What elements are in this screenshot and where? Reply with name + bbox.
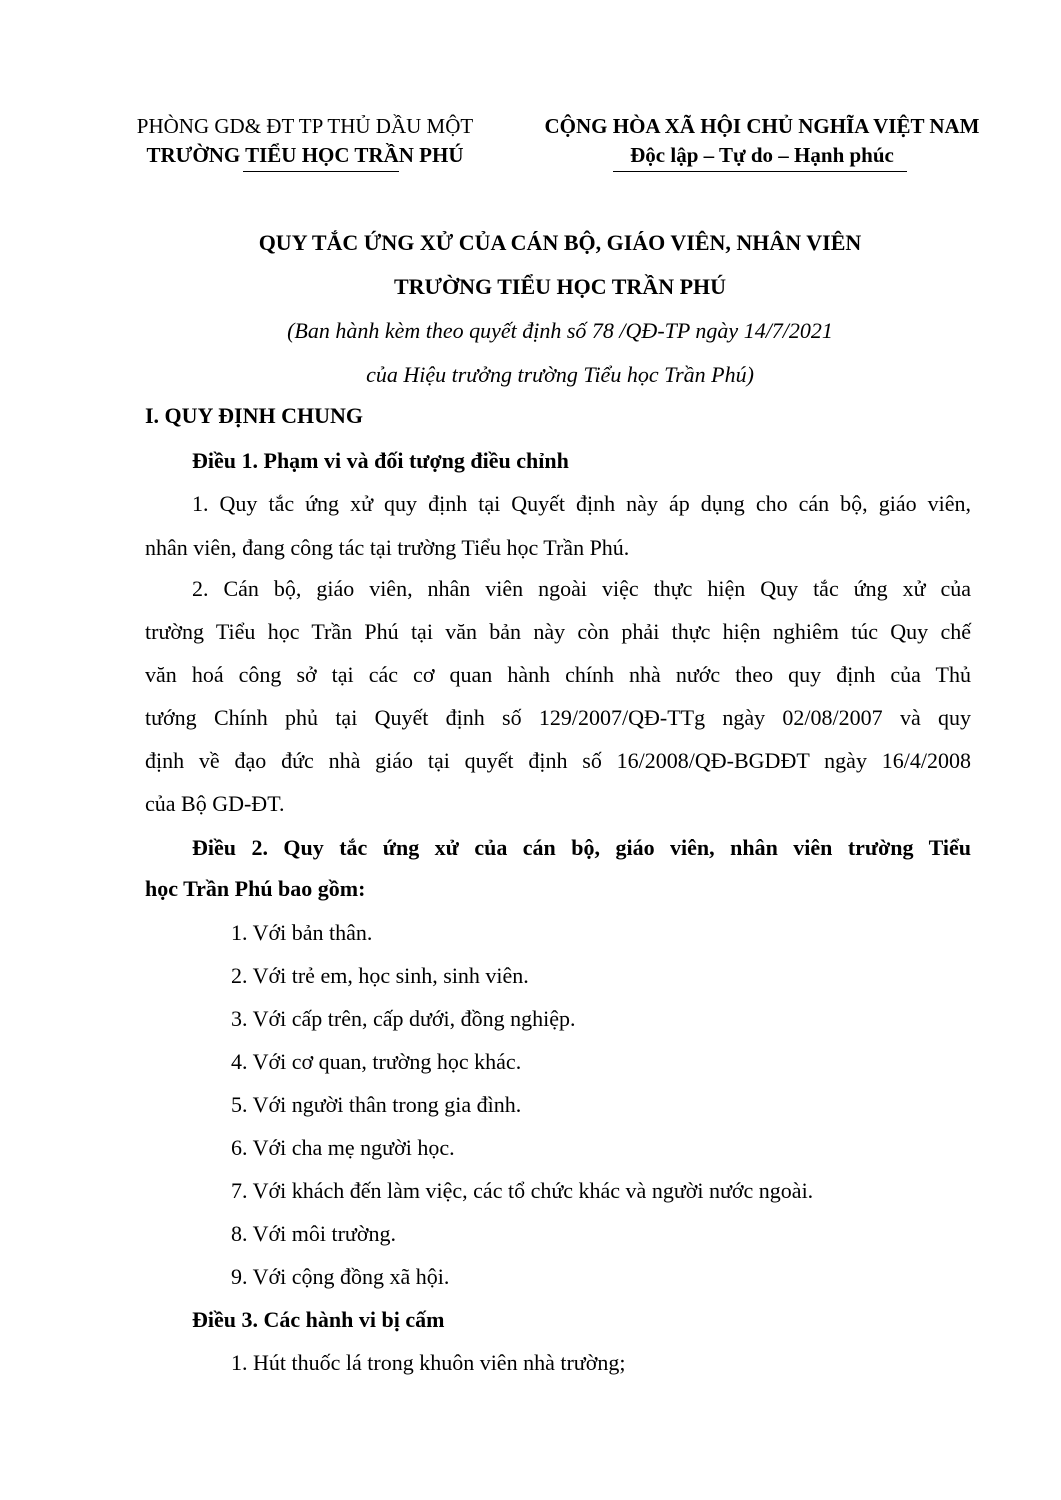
article2-list-item: 3. Với cấp trên, cấp dưới, đồng nghiệp. xyxy=(231,1006,576,1031)
national-motto: Độc lập – Tự do – Hạnh phúc xyxy=(630,143,894,167)
article1-para1-line: nhân viên, đang công tác tại trường Tiểu học Trần Phú. xyxy=(145,535,630,560)
document-subtitle-line2: của Hiệu trưởng trường Tiểu học Trần Phú) xyxy=(366,362,754,387)
article2-list-item: 5. Với người thân trong gia đình. xyxy=(231,1092,522,1117)
article1-para2-line: trường Tiểu học Trần Phú tại văn bản này còn phải thực hiện nghiêm túc Quy chế xyxy=(145,619,971,644)
article3-list-item: 1. Hút thuốc lá trong khuôn viên nhà trường; xyxy=(231,1350,626,1375)
document-subtitle-line1: (Ban hành kèm theo quyết định số 78 /QĐ-TP ngày 14/7/2021 xyxy=(287,318,833,343)
article2-heading-line2: học Trần Phú bao gồm: xyxy=(145,876,366,901)
agency-header xyxy=(100,112,510,170)
article2-list-item: 2. Với trẻ em, học sinh, sinh viên. xyxy=(231,963,529,988)
article1-para2-line: của Bộ GD-ĐT. xyxy=(145,791,285,816)
article1-para2-line: văn hoá công sở tại các cơ quan hành chính nhà nước theo quy định của Thủ xyxy=(145,662,971,687)
article2-list-item: 7. Với khách đến làm việc, các tổ chức khác và người nước ngoài. xyxy=(231,1178,814,1203)
school-name-underline xyxy=(243,171,399,172)
national-header xyxy=(512,112,1012,170)
agency-parent-name: PHÒNG GD& ĐT TP THỦ DẦU MỘT xyxy=(136,114,474,138)
article2-list-item: 9. Với cộng đồng xã hội. xyxy=(231,1264,450,1289)
document-title-line2: TRƯỜNG TIỂU HỌC TRẦN PHÚ xyxy=(393,274,727,299)
article2-heading-line1: Điều 2. Quy tắc ứng xử của cán bộ, giáo viên, nhân viên trường Tiểu xyxy=(192,835,971,860)
article1-para1-line: 1. Quy tắc ứng xử quy định tại Quyết định này áp dụng cho cán bộ, giáo viên, xyxy=(192,491,971,516)
article1-para2-line: 2. Cán bộ, giáo viên, nhân viên ngoài việc thực hiện Quy tắc ứng xử của xyxy=(192,576,971,601)
document-title-line1: QUY TẮC ỨNG XỬ CỦA CÁN BỘ, GIÁO VIÊN, NHÂN VIÊN xyxy=(258,230,862,255)
article3-heading: Điều 3. Các hành vi bị cấm xyxy=(192,1307,445,1332)
school-name: TRƯỜNG TIỂU HỌC TRẦN PHÚ xyxy=(146,143,464,167)
article2-list-item: 8. Với môi trường. xyxy=(231,1221,396,1246)
article1-para2-line: tướng Chính phủ tại Quyết định số 129/2007/QĐ-TTg ngày 02/08/2007 và quy xyxy=(145,705,971,730)
article2-list-item: 4. Với cơ quan, trường học khác. xyxy=(231,1049,522,1074)
motto-underline xyxy=(613,171,907,172)
country-name: CỘNG HÒA XÃ HỘI CHỦ NGHĨA VIỆT NAM xyxy=(544,114,980,138)
article1-heading: Điều 1. Phạm vi và đối tượng điều chỉnh xyxy=(192,448,569,473)
article1-para2-line: định về đạo đức nhà giáo tại quyết định số 16/2008/QĐ-BGDĐT ngày 16/4/2008 xyxy=(145,748,971,773)
article2-list-item: 6. Với cha mẹ người học. xyxy=(231,1135,455,1160)
section-heading: I. QUY ĐỊNH CHUNG xyxy=(145,403,363,428)
article2-list-item: 1. Với bản thân. xyxy=(231,920,373,945)
